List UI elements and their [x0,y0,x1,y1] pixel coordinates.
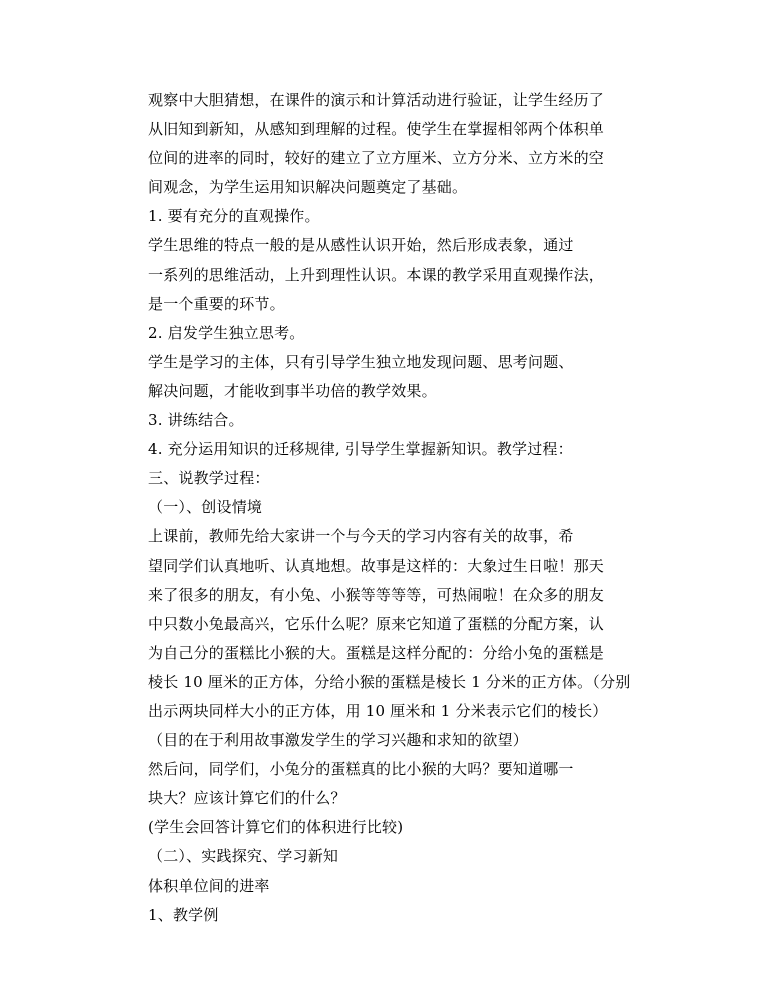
document-body [148,86,648,930]
paragraph-line: 从旧知到新知，从感知到理解的过程。使学生在掌握相邻两个体积单 [148,120,605,139]
list-item-2: 2. 启发学生独立思考。 [148,323,305,342]
paragraph-line: 中只数小兔最高兴，它乐什么呢？原来它知道了蛋糕的分配方案，认 [148,614,605,633]
paragraph-line: 为自己分的蛋糕比小猴的大。蛋糕是这样分配的：分给小兔的蛋糕是 [148,643,605,662]
paragraph-line: 学生思维的特点一般的是从感性认识开始，然后形成表象，通过 [148,236,574,255]
paragraph-line: 观察中大胆猜想，在课件的演示和计算活动进行验证，让学生经历了 [148,91,605,109]
paragraph-line: 位间的进率的同时，较好的建立了立方厘米、立方分米、立方米的空 [148,149,605,168]
paragraph-line: 学生是学习的主体，只有引导学生独立地发现问题、思考问题、 [148,352,574,371]
paragraph-line: 出示两块同样大小的正方体，用 10 厘米和 1 分米表示它们的棱长） [148,701,608,720]
annotation-line: （目的在于利用故事激发学生的学习兴趣和求知的欲望） [148,731,529,750]
example-heading: 1、教学例 [148,905,219,924]
paragraph-line: 棱长 10 厘米的正方体，分给小猴的蛋糕是棱长 1 分米的正方体。（分别 [148,672,631,691]
subsection-heading: （二）、实践探究、学习新知 [148,847,339,866]
annotation-line: (学生会回答计算它们的体积进行比较) [148,818,404,837]
subsection-heading: （一）、创设情境 [148,498,263,517]
paragraph-line: 上课前，教师先给大家讲一个与今天的学习内容有关的故事，希 [148,527,574,546]
paragraph-line: 望同学们认真地听、认真地想。故事是这样的：大象过生日啦！那天 [148,556,605,575]
paragraph-line: 间观念，为学生运用知识解决问题奠定了基础。 [148,178,468,197]
paragraph-line: 是一个重要的环节。 [148,294,285,313]
list-item-3: 3. 讲练结合。 [148,411,244,430]
list-item-1: 1. 要有充分的直观操作。 [148,207,320,226]
section-heading: 三、说教学过程： [148,469,270,488]
paragraph-line: 解决问题，才能收到事半功倍的教学效果。 [148,381,437,400]
paragraph-line: 一系列的思维活动，上升到理性认识。本课的教学采用直观操作法， [148,265,605,284]
paragraph-line: 然后问，同学们，小兔分的蛋糕真的比小猴的大吗？要知道哪一 [148,760,574,779]
paragraph-line: 块大？应该计算它们的什么？ [148,789,346,808]
list-item-4: 4. 充分运用知识的迁移规律, 引导学生掌握新知识。教学过程： [148,440,573,459]
paragraph-line: 来了很多的朋友，有小兔、小猴等等等等，可热闹啦！在众多的朋友 [148,585,605,604]
topic-heading: 体积单位间的进率 [148,876,270,895]
